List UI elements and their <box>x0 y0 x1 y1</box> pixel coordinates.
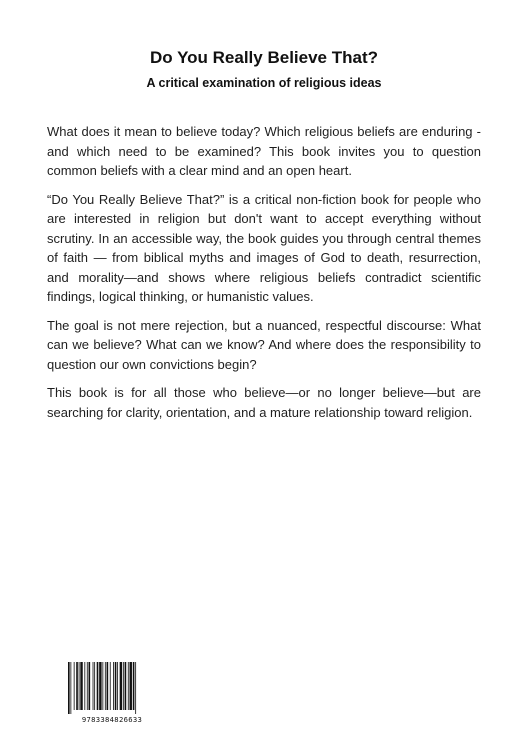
blurb-paragraph-4: This book is for all those who believe—or no longer believe—but are searching for clarity, orientation, and a mature relationship toward religion. <box>47 385 481 420</box>
blurb-paragraph-2: “Do You Really Believe That?” is a critical non-fiction book for people who are interested in religion but don't want to accept everything without scrutiny. In an accessible way, the book guides you through central themes of faith — from biblical myths and images of God to death, resurrection, and morality—and shows where religious beliefs contradict scientific findings, logical thinking, or humanistic values. <box>47 191 481 304</box>
barcode-bar <box>68 662 70 714</box>
isbn-barcode <box>66 662 158 724</box>
barcode-bar <box>105 662 106 710</box>
barcode-bar <box>130 662 132 710</box>
book-title: Do You Really Believe That? <box>150 48 378 67</box>
blurb-paragraph-1: What does it mean to believe today? Which religious beliefs are enduring - and which need to be examined? This book invites you to question common beliefs with a clear mind and an open heart. <box>47 124 481 178</box>
barcode-bar <box>89 662 91 710</box>
barcode-bars-icon <box>66 662 158 714</box>
book-subtitle: A critical examination of religious ideas <box>146 76 382 90</box>
isbn-digits: 9783384826633 <box>81 715 143 724</box>
barcode-bar <box>115 662 117 710</box>
barcode-bar <box>128 662 129 710</box>
barcode-bar <box>87 662 88 710</box>
barcode-bar <box>123 662 124 710</box>
barcode-bar <box>99 662 101 710</box>
barcode-bar <box>120 662 122 710</box>
barcode-bar <box>93 662 94 710</box>
barcode-bar <box>117 662 118 710</box>
barcode-bar <box>110 662 111 710</box>
barcode-bar <box>107 662 109 710</box>
barcode-bar <box>97 662 99 710</box>
barcode-bar <box>76 662 78 710</box>
blurb-paragraph-3: The goal is not mere rejection, but a nuanced, respectful discourse: What can we believe? What can we know? And where does the responsibility to question our own convictions begin? <box>47 317 481 372</box>
barcode-bar <box>70 662 71 714</box>
barcode-bar <box>113 662 114 710</box>
barcode-bar <box>102 662 103 710</box>
barcode-bar <box>135 662 136 714</box>
barcode-bar <box>84 662 85 710</box>
barcode-bar <box>94 662 95 710</box>
barcode-bar <box>125 662 127 710</box>
barcode-bar <box>74 662 75 710</box>
blurb <box>47 122 481 431</box>
barcode-bar <box>133 662 135 710</box>
barcode-bar <box>80 662 82 710</box>
barcode-bar <box>79 662 80 710</box>
